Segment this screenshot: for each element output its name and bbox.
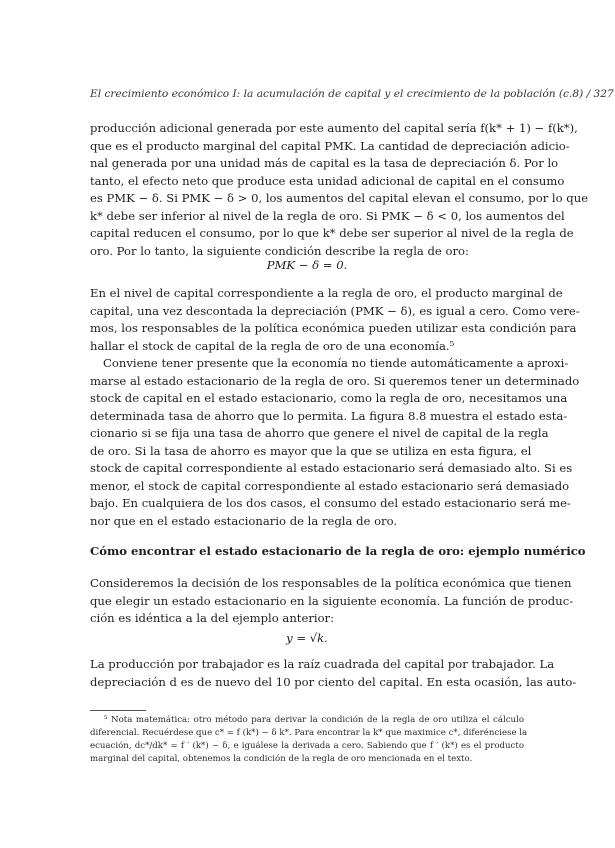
text-line: En el nivel de capital correspondiente a la regla de oro, el producto marginal de xyxy=(90,286,563,300)
text-line: que es el producto marginal del capital PMK. La cantidad de depreciación adicio- xyxy=(90,138,570,153)
text-line: k* debe ser inferior al nivel de la regla de oro. Si PMK − δ < 0, los aumentos del xyxy=(90,208,565,223)
text-line: cionario si se fija una tasa de ahorro que genere el nivel de capital de la regla xyxy=(90,426,549,440)
text-line: stock de capital correspondiente al estado estacionario será demasiado alto. Si es xyxy=(90,461,573,475)
text-line: stock de capital en el estado estacionario, como la regla de oro, necesitamos una xyxy=(90,391,568,405)
text-line: Conviene tener presente que la economía no tiende automáticamente a aproxi- xyxy=(103,356,569,370)
footnote-divider xyxy=(90,710,146,711)
text-line: es PMK − δ. Si PMK − δ > 0, los aumentos del capital elevan el consumo, por lo que xyxy=(90,191,589,205)
text-line: La producción por trabajador es la raíz cuadrada del capital por trabajador. La xyxy=(90,657,555,671)
footnote-5 xyxy=(90,714,528,766)
equation-production-function xyxy=(90,630,524,648)
footnote-line: ecuación, dc*/dk* = f ′ (k*) − δ, e iguálese la derivada a cero. Sabiendo que f ′ (k*) es el producto xyxy=(90,741,524,751)
equation-text: PMK − δ = 0. xyxy=(266,258,348,272)
text-line: bajo. En cualquiera de los dos casos, el consumo del estado estacionario será me- xyxy=(90,496,571,510)
section-title: Cómo encontrar el estado estacionario de la regla de oro: ejemplo numérico xyxy=(90,544,586,558)
text-line: nor que en el estado estacionario de la regla de oro. xyxy=(90,513,398,528)
paragraph-5 xyxy=(90,656,577,691)
footnote-line: ⁵ Nota matemática: otro método para derivar la condición de la regla de oro utiliza el cálculo xyxy=(104,715,524,725)
text-line: Consideremos la decisión de los responsables de la política económica que tienen xyxy=(90,576,572,590)
paragraph-4 xyxy=(90,575,574,628)
text-line: capital, una vez descontada la depreciación (PMK − δ), es igual a cero. Como vere- xyxy=(90,303,580,318)
running-header: El crecimiento económico I: la acumulación de capital y el crecimiento de la población (c.8) / 327 xyxy=(90,88,614,100)
text-line: depreciación d es de nuevo del 10 por ciento del capital. En esta ocasión, las auto- xyxy=(90,674,577,689)
paragraph-2 xyxy=(90,285,580,355)
footnote-line: marginal del capital, obtenemos la condición de la regla de oro mencionada en el texto. xyxy=(90,754,473,764)
text-line: capital reducen el consumo, por lo que k* debe ser superior al nivel de la regla de xyxy=(90,226,574,240)
text-line: de oro. Si la tasa de ahorro es mayor que la que se utiliza en esta figura, el xyxy=(90,443,532,458)
text-line: determinada tasa de ahorro que lo permita. La figura 8.8 muestra el estado esta- xyxy=(90,408,568,423)
text-line: hallar el stock de capital de la regla de oro de una economía.⁵ xyxy=(90,338,455,353)
equation-text: y = √k. xyxy=(286,631,328,645)
text-line: producción adicional generada por este aumento del capital sería f(k* + 1) − f(k*), xyxy=(90,121,578,135)
text-line: oro. Por lo tanto, la siguiente condición describe la regla de oro: xyxy=(90,243,469,258)
text-line: ción es idéntica a la del ejemplo anterior: xyxy=(90,611,335,625)
equation-golden-rule xyxy=(90,257,524,275)
text-line: nal generada por una unidad más de capital es la tasa de depreciación δ. Por lo xyxy=(90,156,559,170)
text-line: mos, los responsables de la política económica pueden utilizar esta condición para xyxy=(90,321,577,335)
footnote-line: diferencial. Recuérdese que c* = f (k*) − δ k*. Para encontrar la k* que maximice c*, diferénciese la xyxy=(90,728,528,738)
text-line: marse al estado estacionario de la regla de oro. Si queremos tener un determinado xyxy=(90,373,580,388)
text-line: que elegir un estado estacionario en la siguiente economía. La función de produc- xyxy=(90,593,574,608)
paragraph-3 xyxy=(90,355,580,530)
text-line: menor, el stock de capital correspondiente al estado estacionario será demasiado xyxy=(90,478,570,493)
paragraph-1 xyxy=(90,120,589,260)
text-line: tanto, el efecto neto que produce esta unidad adicional de capital en el consumo xyxy=(90,173,565,188)
